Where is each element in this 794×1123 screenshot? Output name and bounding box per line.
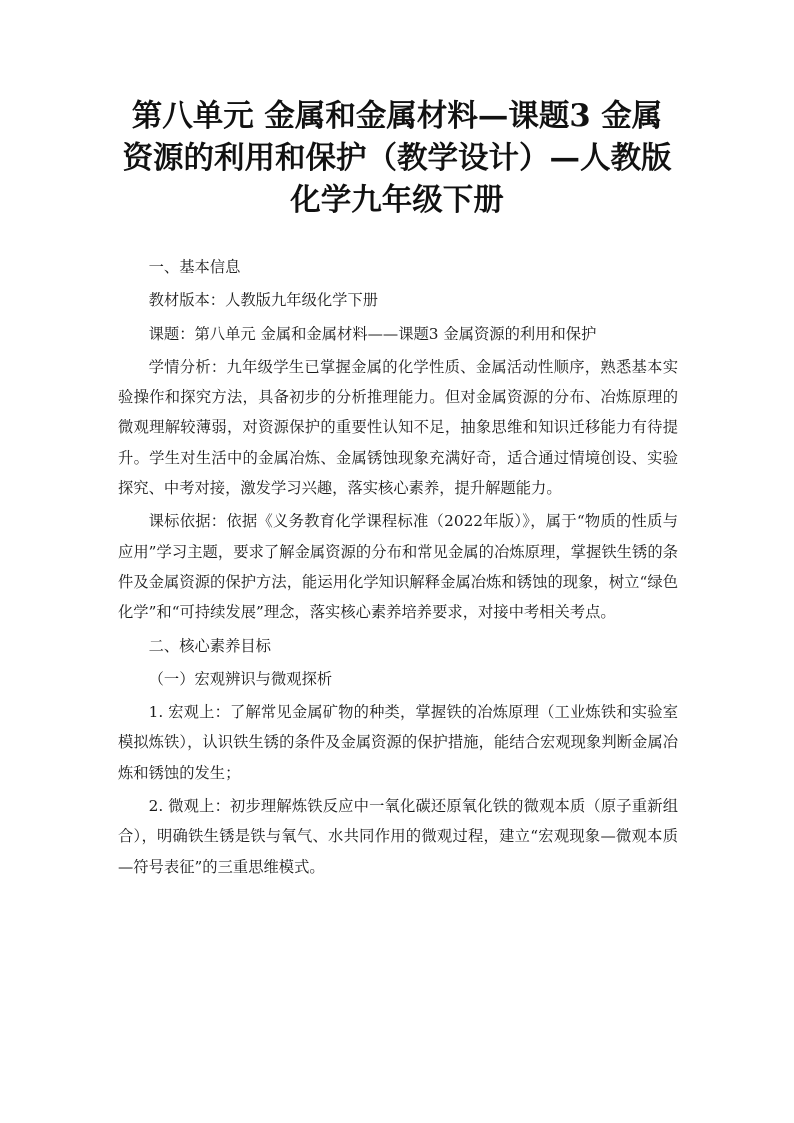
student-analysis: 学情分析：九年级学生已掌握金属的化学性质、金属活动性顺序，熟悉基本实验操作和探究方法，具备初步的分析推理能力。但对金属资源的分布、冶炼原理的微观理解较薄弱，对资源保护的重要性认知不足，抽象思维和知识迁移能力有待提升。学生对生活中的金属冶炼、金属锈蚀现象充满好奇，适合通过情境创设、实验探究、中考对接，激发学习兴趣，落实核心素养，提升解题能力。 xyxy=(118,357,678,498)
section-heading-basic-info: 一、基本信息 xyxy=(148,258,241,276)
lesson-topic: 课题：第八单元 金属和金属材料——课题3 金属资源的利用和保护 xyxy=(148,324,597,343)
curriculum-basis: 课标依据：依据《义务教育化学课程标准（2022年版）》，属于“物质的性质与应用”学习主题，要求了解金属资源的分布和常见金属的冶炼原理，掌握铁生锈的条件及金属资源的保护方法，能运用化学知识解释金属冶炼和锈蚀的现象，树立“绿色化学”和“可持续发展”理念，落实核心素养培养要求，对接中考相关考点。 xyxy=(118,512,678,622)
document-body xyxy=(118,252,678,882)
section-heading-core-goals: 二、核心素养目标 xyxy=(148,636,271,655)
goal-item-micro: 2. 微观上：初步理解炼铁反应中一氧化碳还原氧化铁的微观本质（原子重新组合），明确铁生锈是铁与氧气、水共同作用的微观过程，建立“宏观现象—微观本质—符号表征”的三重思维模式。 xyxy=(118,797,678,876)
textbook-version: 教材版本：人教版九年级化学下册 xyxy=(148,291,379,310)
subsection-heading-macro-micro: （一）宏观辨识与微观探析 xyxy=(148,669,333,688)
goal-item-macro: 1. 宏观上：了解常见金属矿物的种类，掌握铁的冶炼原理（工业炼铁和实验室模拟炼铁），认识铁生锈的条件及金属资源的保护措施，能结合宏观现象判断金属冶炼和锈蚀的发生； xyxy=(118,703,678,782)
document-title: 第八单元 金属和金属材料—课题3 金属资源的利用和保护（教学设计）—人教版化学九年级下册 xyxy=(122,98,672,218)
